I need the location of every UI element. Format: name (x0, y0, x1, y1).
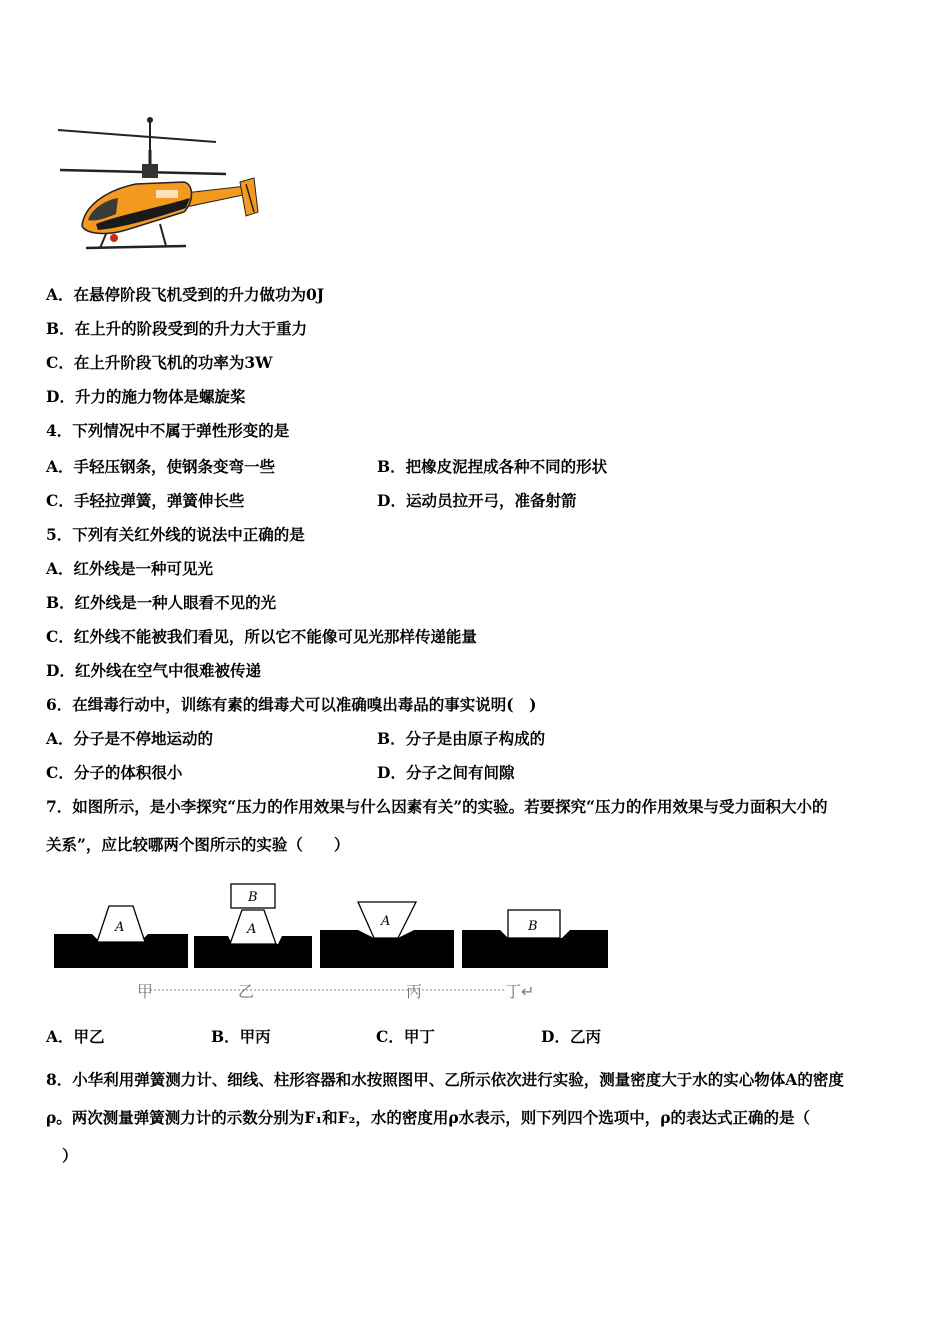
q5-option-a: A．红外线是一种可见光 (46, 559, 214, 578)
q3-option-d: D．升力的施力物体是螺旋桨 (46, 387, 246, 406)
q6-option-c: C．分子的体积很小 (46, 763, 183, 782)
q8-stem-line3: ） (62, 1146, 78, 1165)
q3-option-a: A．在悬停阶段飞机受到的升力做功为0J (46, 285, 325, 304)
q5-option-b: B．红外线是一种人眼看不见的光 (46, 593, 277, 612)
figure-label-jia: 甲 (137, 982, 154, 1001)
q6-stem: 6．在缉毒行动中，训练有素的缉毒犬可以准确嗅出毒品的事实说明( ) (46, 695, 537, 714)
q5-stem: 5．下列有关红外线的说法中正确的是 (46, 525, 305, 544)
block-label-a: A (115, 920, 125, 935)
q4-option-a: A．手轻压钢条，使钢条变弯一些 (46, 457, 276, 476)
q3-option-b: B．在上升的阶段受到的升力大于重力 (46, 319, 308, 338)
q7-option-c: C．甲丁 (376, 1027, 435, 1046)
q6-option-d: D．分子之间有间隙 (377, 763, 515, 782)
block-label-b: B (528, 919, 538, 934)
q7-option-d: D．乙丙 (541, 1027, 601, 1046)
q7-stem-line1: 7．如图所示，是小李探究“压力的作用效果与什么因素有关”的实验。若要探究“压力的作用效果与受力面积大小的 (46, 797, 828, 816)
figure-bing (320, 902, 454, 968)
q6-option-b: B．分子是由原子构成的 (377, 729, 546, 748)
figure-label-ding: 丁↵ (505, 982, 535, 1001)
q6-option-a: A．分子是不停地运动的 (46, 729, 214, 748)
block-label-a: A (247, 922, 257, 937)
q4-option-c: C．手轻拉弹簧，弹簧伸长些 (46, 491, 245, 510)
figure-jia (54, 906, 188, 968)
q4-option-b: B．把橡皮泥捏成各种不同的形状 (377, 457, 608, 476)
helicopter-image (56, 112, 262, 258)
block-label-a: A (381, 914, 391, 929)
q5-option-c: C．红外线不能被我们看见，所以它不能像可见光那样传递能量 (46, 627, 477, 646)
q7-option-b: B．甲丙 (211, 1027, 271, 1046)
figure-ding (462, 910, 608, 968)
q8-stem-line2: ρ。两次测量弹簧测力计的示数分别为F₁和F₂，水的密度用ρ水表示，则下列四个选项中，ρ的表达式正确的是（ (46, 1108, 811, 1127)
figure-label-yi: 乙 (238, 982, 255, 1001)
pressure-experiment-figure (52, 880, 622, 1010)
block-label-b: B (248, 890, 258, 905)
q3-option-c: C．在上升阶段飞机的功率为3W (46, 353, 273, 372)
q4-stem: 4．下列情况中不属于弹性形变的是 (46, 421, 290, 440)
q7-stem-line2: 关系”，应比较哪两个图所示的实验（ ） (46, 835, 350, 854)
q5-option-d: D．红外线在空气中很难被传递 (46, 661, 261, 680)
q8-stem-line1: 8．小华利用弹簧测力计、细线、柱形容器和水按照图甲、乙所示依次进行实验，测量密度大于水的实心物体A的密度 (46, 1070, 844, 1089)
q4-option-d: D．运动员拉开弓，准备射箭 (377, 491, 577, 510)
figure-yi (194, 884, 312, 968)
figure-label-bing: 丙 (406, 982, 423, 1001)
q7-option-a: A．甲乙 (46, 1027, 105, 1046)
